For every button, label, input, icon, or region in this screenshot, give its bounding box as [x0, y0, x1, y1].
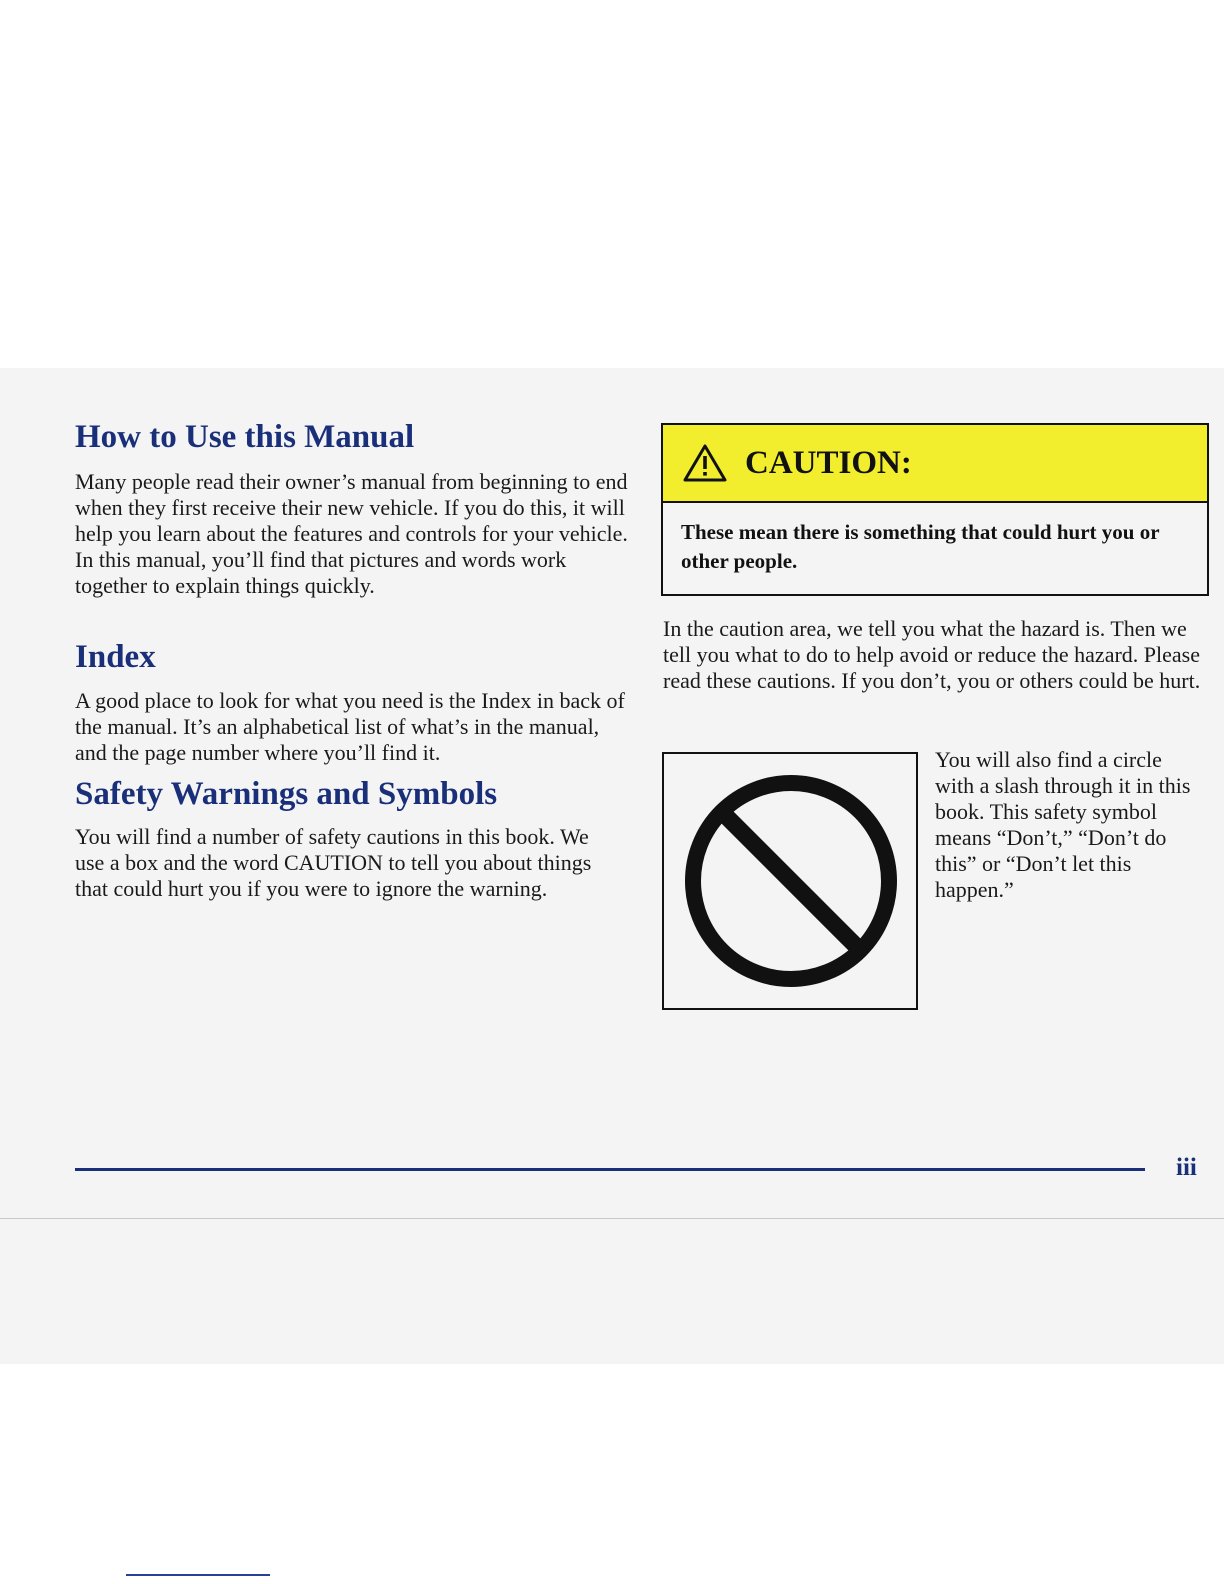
bottom-mark [126, 1574, 270, 1576]
symbol-box [662, 752, 918, 1010]
warning-triangle-icon [683, 444, 727, 482]
caution-box [661, 423, 1209, 596]
circle-slash-icon [681, 771, 901, 991]
symbol-description-text: You will also find a circle with a slash through it in this book. This safety symbol means “Don’t,” “Don’t do this” or “Don’t let this happen.” [935, 747, 1191, 902]
safety-heading: Safety Warnings and Symbols [75, 776, 498, 812]
index-text: A good place to look for what you need is the Index in back of the manual. It’s an alphabetical list of what’s in the manual, and the page number where you’ll find it. [75, 688, 625, 765]
page-number: iii [1176, 1154, 1197, 1181]
caution-explanation-text: In the caution area, we tell you what the hazard is. Then we tell you what to do to help avoid or reduce the hazard. Please read these cautions. If you don’t, you or others could be hurt. [663, 616, 1201, 693]
index-heading: Index [75, 639, 156, 675]
caution-header [663, 425, 1207, 503]
safety-text: You will find a number of safety cautions in this book. We use a box and the word CAUTION to tell you about things that could hurt you if you were to ignore the warning. [75, 824, 592, 901]
footer-rule [75, 1168, 1145, 1171]
how-to-use-heading: How to Use this Manual [75, 419, 415, 455]
how-to-use-text: Many people read their owner’s manual from beginning to end when they first receive their new vehicle. If you do this, it will help you learn about the features and controls for your vehicle. In this manual, you’ll find that pictures and words work together to explain things quickly. [75, 469, 628, 598]
caution-title: CAUTION: [745, 445, 912, 481]
caution-text: These mean there is something that could hurt you or other people. [681, 520, 1160, 573]
page-edge-line [0, 1218, 1224, 1219]
